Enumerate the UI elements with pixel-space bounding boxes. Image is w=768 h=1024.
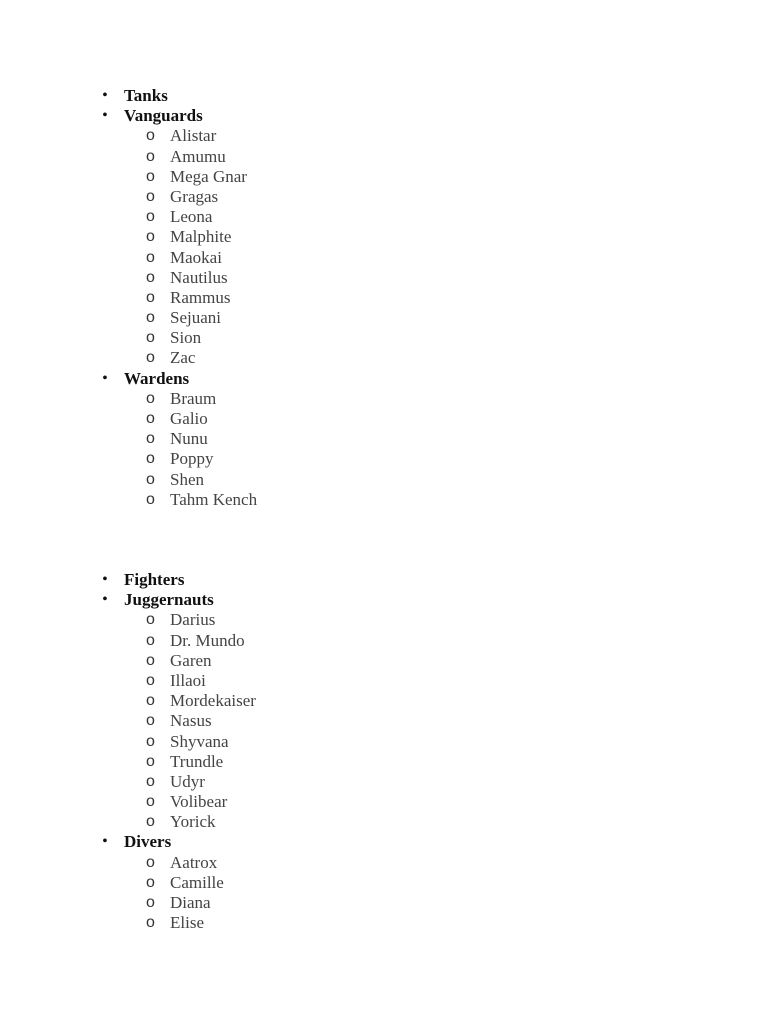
circle-bullet-icon: o <box>146 914 155 932</box>
champion-list-item <box>0 711 768 731</box>
category-list-item <box>0 106 768 126</box>
champion-list-item <box>0 147 768 167</box>
champion-name: Maokai <box>170 247 222 267</box>
champion-name: Aatrox <box>170 852 218 872</box>
bullet-icon: • <box>102 370 108 386</box>
circle-bullet-icon: o <box>146 268 155 286</box>
champion-list-item <box>0 752 768 772</box>
circle-bullet-icon: o <box>146 611 155 629</box>
champion-list-item <box>0 227 768 247</box>
champion-name: Galio <box>170 409 208 428</box>
circle-bullet-icon: o <box>146 248 155 266</box>
champion-name: Gragas <box>170 186 219 206</box>
champion-name: Diana <box>170 893 211 912</box>
circle-bullet-icon: o <box>146 349 155 367</box>
category-label: Juggernauts <box>124 590 214 610</box>
champion-name: Malphite <box>170 227 232 247</box>
champion-list-item <box>0 631 768 651</box>
category-list-item <box>0 369 768 389</box>
circle-bullet-icon: o <box>146 732 155 750</box>
champion-name: Nunu <box>170 429 208 449</box>
circle-bullet-icon: o <box>146 127 155 145</box>
category-label: Fighters <box>124 570 185 589</box>
champion-name: Garen <box>170 650 212 670</box>
circle-bullet-icon: o <box>146 228 155 246</box>
category-label: Divers <box>124 832 172 852</box>
circle-bullet-icon: o <box>146 450 155 468</box>
champion-list-item <box>0 812 768 832</box>
category-list-item <box>0 570 768 590</box>
champion-name: Zac <box>170 348 196 368</box>
champion-name: Mordekaiser <box>170 691 256 711</box>
champion-list-item <box>0 490 768 510</box>
circle-bullet-icon: o <box>146 873 155 891</box>
category-label: Tanks <box>124 86 168 105</box>
circle-bullet-icon: o <box>146 793 155 811</box>
champion-list-item <box>0 187 768 207</box>
champion-name: Volibear <box>170 792 228 812</box>
circle-bullet-icon: o <box>146 208 155 226</box>
bullet-icon: • <box>102 834 108 850</box>
champion-name: Sejuani <box>170 308 221 328</box>
champion-name: Udyr <box>170 771 205 791</box>
circle-bullet-icon: o <box>146 712 155 730</box>
champion-list-item <box>0 348 768 368</box>
champion-name: Amumu <box>170 146 226 166</box>
circle-bullet-icon: o <box>146 692 155 710</box>
circle-bullet-icon: o <box>146 813 155 831</box>
circle-bullet-icon: o <box>146 631 155 649</box>
champion-list-item <box>0 409 768 429</box>
champion-list-item <box>0 308 768 328</box>
champion-list-item <box>0 268 768 288</box>
fighters-section <box>0 570 768 933</box>
champion-name: Yorick <box>170 812 216 832</box>
category-label: Wardens <box>124 368 190 388</box>
champion-list-item <box>0 651 768 671</box>
champion-name: Dr. Mundo <box>170 630 245 650</box>
champion-list-item <box>0 248 768 268</box>
champion-list-item <box>0 288 768 308</box>
champion-name: Braum <box>170 388 217 408</box>
champion-name: Shyvana <box>170 731 229 751</box>
circle-bullet-icon: o <box>146 671 155 689</box>
champion-list-item <box>0 732 768 752</box>
champion-name: Nautilus <box>170 267 228 287</box>
circle-bullet-icon: o <box>146 752 155 770</box>
circle-bullet-icon: o <box>146 853 155 871</box>
champion-list-item <box>0 772 768 792</box>
champion-list-item <box>0 449 768 469</box>
circle-bullet-icon: o <box>146 167 155 185</box>
circle-bullet-icon: o <box>146 389 155 407</box>
bullet-icon: • <box>102 592 108 608</box>
circle-bullet-icon: o <box>146 410 155 427</box>
champion-list-item <box>0 126 768 146</box>
bullet-icon: • <box>102 108 108 124</box>
champion-name: Shen <box>170 469 204 489</box>
circle-bullet-icon: o <box>146 309 155 327</box>
tanks-section <box>0 86 768 510</box>
champion-name: Alistar <box>170 126 217 146</box>
category-label: Vanguards <box>124 106 203 126</box>
champion-list-item <box>0 167 768 187</box>
circle-bullet-icon: o <box>146 894 155 911</box>
champion-list-item <box>0 389 768 409</box>
circle-bullet-icon: o <box>146 470 155 488</box>
champion-name: Leona <box>170 207 213 227</box>
champion-name: Tahm Kench <box>170 489 258 509</box>
champion-list-item <box>0 873 768 893</box>
champion-name: Mega Gnar <box>170 166 247 186</box>
champion-list-item <box>0 913 768 933</box>
champion-name: Elise <box>170 913 204 933</box>
champion-name: Illaoi <box>170 670 206 690</box>
category-list-item <box>0 590 768 610</box>
category-list-item <box>0 86 768 106</box>
category-list-item <box>0 832 768 852</box>
circle-bullet-icon: o <box>146 490 155 508</box>
champion-list-item <box>0 792 768 812</box>
circle-bullet-icon: o <box>146 288 155 306</box>
champion-name: Camille <box>170 872 224 892</box>
champion-list-item <box>0 671 768 691</box>
champion-name: Poppy <box>170 449 214 469</box>
circle-bullet-icon: o <box>146 772 155 790</box>
circle-bullet-icon: o <box>146 187 155 205</box>
champion-name: Sion <box>170 328 202 348</box>
champion-list-item <box>0 853 768 873</box>
champion-list-item <box>0 893 768 913</box>
circle-bullet-icon: o <box>146 147 155 165</box>
circle-bullet-icon: o <box>146 651 155 669</box>
champion-list-item <box>0 691 768 711</box>
champion-name: Rammus <box>170 287 231 307</box>
champion-list-item <box>0 328 768 348</box>
champion-name: Darius <box>170 610 216 630</box>
circle-bullet-icon: o <box>146 430 155 448</box>
champion-list-item <box>0 610 768 630</box>
champion-name: Trundle <box>170 751 224 771</box>
champion-list-item <box>0 429 768 449</box>
bullet-icon: • <box>102 572 108 587</box>
champion-list-item <box>0 470 768 490</box>
circle-bullet-icon: o <box>146 329 155 347</box>
champion-list-item <box>0 207 768 227</box>
champion-name: Nasus <box>170 711 212 731</box>
bullet-icon: • <box>102 88 108 103</box>
